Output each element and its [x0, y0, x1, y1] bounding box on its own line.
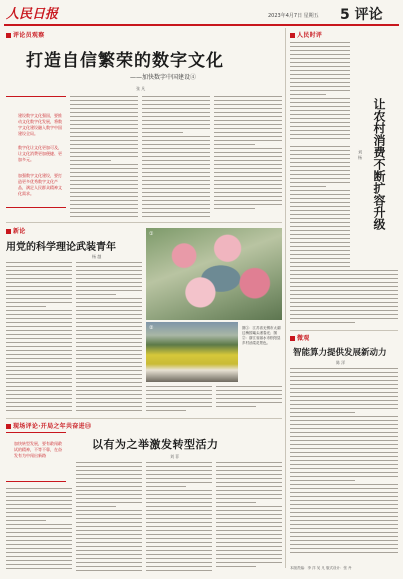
pullquote-box-3	[6, 432, 66, 482]
article-3-body-col-3	[146, 462, 212, 574]
headline-youth: 用党的科学理论武装青年	[6, 242, 116, 253]
photo-caption: 图①：江苏省无锡市太湖边梅园鼋头渚春光；图②：浙江省丽水市松阳县乡村油菜花景色。	[242, 326, 281, 345]
article-1-body-col-1	[70, 96, 138, 220]
pullquote-2: 数字化让文化更加可及，让文化消费更加便捷、更加多元。	[18, 145, 62, 162]
masthead	[0, 0, 403, 26]
right-article-1-body-col-1	[290, 42, 350, 142]
byline-right-1: 刘 杨	[358, 150, 363, 160]
headline-rural-consumption: 让农村消费不断扩容升级	[372, 98, 386, 230]
right-article-1-body-col-3	[290, 270, 398, 326]
article-2-body-col-3	[146, 386, 212, 414]
page-title: 5 评论	[340, 7, 383, 23]
headline-digital-culture: 打造自信繁荣的数字文化	[26, 51, 224, 71]
section-marker-icon	[6, 424, 11, 429]
section-marker-icon	[290, 336, 295, 341]
section-label-commentary: 评论员观察	[6, 30, 45, 39]
photo-plum-garden	[146, 228, 282, 320]
right-article-2-body	[290, 368, 398, 558]
section-label-live-commentary: 现场评论·开局之年共奋进⑬	[6, 421, 91, 430]
issue-date: 2023年4月7日 星期五	[268, 13, 319, 19]
page-footer: 本版责编：李 洋 吴 凡 版式设计：张 丹	[290, 566, 352, 570]
masthead-rule	[4, 24, 399, 26]
pullquote-1: 建设数字文化强国，要推动文化数字化发展，将数字文化建设融入数字中国建设全局。	[18, 113, 62, 136]
article-2-body-col-1	[6, 262, 72, 414]
byline-2: 杨 越	[92, 254, 102, 259]
byline-3: 刘 菲	[170, 454, 180, 459]
section-marker-icon	[6, 229, 11, 234]
photo-label-2: ②	[149, 325, 154, 331]
photo-label-1: ①	[149, 231, 154, 237]
article-3-body-col-4	[216, 462, 282, 574]
article-3-body-col-1	[6, 488, 72, 574]
section-rule-right	[290, 330, 398, 331]
section-label-new-theory: 新论	[6, 226, 26, 235]
article-2-body-col-2	[76, 262, 142, 414]
photo-rapeseed-village	[146, 322, 238, 382]
headline-transformation: 以有为之举激发转型活力	[92, 438, 219, 451]
pullquote-3: 加强数字文化建设，要打造更多优秀数字文化产品，满足人民群众精神文化需求。	[18, 173, 62, 196]
column-divider	[285, 28, 286, 568]
article-1-body-col-3	[214, 96, 282, 220]
section-marker-icon	[6, 33, 11, 38]
section-label-micro-view: 微观	[290, 333, 310, 342]
section-label-people-times: 人民时评	[290, 30, 322, 39]
article-2-body-col-4	[216, 386, 282, 414]
headline-computing-power: 智能算力提供发展新动力	[293, 348, 387, 358]
byline-1: 张 凡	[136, 86, 146, 91]
section-rule-1	[6, 222, 282, 223]
article-1-body-col-2	[142, 96, 210, 220]
article-3-body-col-2	[76, 462, 142, 574]
section-rule-2	[6, 418, 282, 419]
section-marker-icon	[290, 33, 295, 38]
newspaper-logo: 人民日报	[6, 7, 59, 22]
subhead-digital-china: ——加快数字中国建设④	[130, 74, 197, 81]
byline-right-2: 陈 洋	[336, 360, 346, 365]
pullquote-4: 加快转型发展，要有敢闯敢试的精神，不等不靠，在奋发有为中闯出新路	[14, 441, 62, 458]
pullquote-box	[6, 96, 66, 208]
